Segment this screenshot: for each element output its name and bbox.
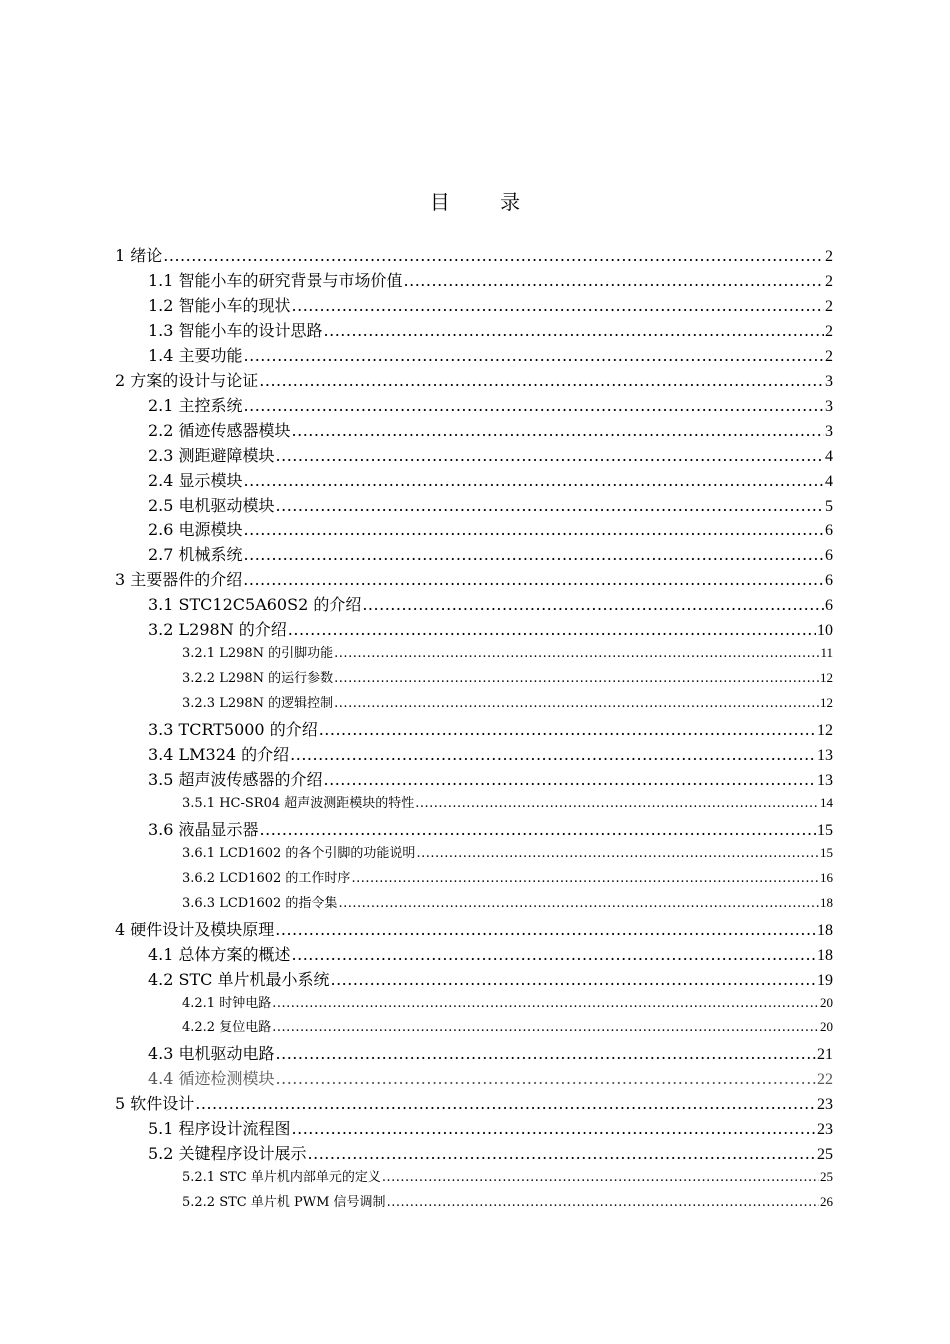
dot-leader (244, 471, 824, 490)
toc-entry-page-number: 13 (817, 747, 833, 764)
toc-entry-page-number: 21 (817, 1046, 833, 1064)
toc-entry[interactable] (148, 742, 833, 766)
toc-entry-title: 3.5 超声波传感器的介绍 (148, 769, 323, 789)
toc-entry-page-number: 25 (817, 1146, 833, 1164)
toc-entry-page-number: 6 (825, 572, 833, 590)
toc-entry-title: 4.4 循迹检测模块 (148, 1069, 275, 1089)
toc-entry-title: 3 主要器件的介绍 (115, 570, 243, 590)
toc-entry-page-number: 22 (817, 1071, 833, 1089)
toc-entry[interactable] (182, 992, 833, 1016)
toc-entry[interactable] (148, 393, 833, 417)
dot-leader (319, 720, 816, 739)
dot-leader (276, 496, 824, 515)
toc-entry[interactable] (115, 567, 833, 591)
toc-entry-title: 3.2.2 L298N 的运行参数 (182, 671, 334, 687)
toc-entry-page-number: 4 (825, 447, 833, 465)
toc-entry-page-number: 16 (820, 869, 833, 885)
dot-leader (387, 1195, 819, 1210)
toc-entry-title: 4.2.2 复位电路 (182, 1020, 272, 1036)
toc-entry-page-number: 23 (817, 1096, 833, 1114)
dot-leader (260, 820, 816, 839)
toc-entry[interactable] (148, 268, 833, 292)
toc-entry[interactable] (148, 817, 833, 841)
toc-entry[interactable] (148, 493, 833, 517)
toc-entry-page-number: 15 (820, 844, 833, 860)
toc-entry-title: 1.4 主要功能 (148, 345, 243, 365)
dot-leader (163, 246, 824, 265)
toc-entry-page-number: 20 (820, 1019, 833, 1035)
toc-entry-page-number: 12 (820, 670, 833, 686)
toc-entry[interactable] (182, 842, 833, 866)
toc-entry-title: 3.6 液晶显示器 (148, 819, 259, 839)
toc-entry-page-number: 6 (825, 597, 833, 615)
toc-entry-title: 2.3 测距避障模块 (148, 445, 275, 465)
toc-entry-title: 2.5 电机驱动模块 (148, 495, 275, 515)
toc-entry[interactable] (148, 517, 833, 541)
dot-leader (292, 296, 824, 315)
dot-leader (324, 321, 824, 340)
dot-leader (334, 671, 819, 686)
dot-leader (292, 421, 824, 440)
dot-leader (244, 346, 824, 365)
dot-leader (244, 545, 824, 564)
toc-entry[interactable] (148, 617, 833, 641)
toc-entry[interactable] (148, 443, 833, 467)
toc-entry-title: 3.2.1 L298N 的引脚功能 (182, 646, 334, 662)
dot-leader (404, 271, 824, 290)
toc-entry-title: 5.2.1 STC 单片机内部单元的定义 (182, 1170, 381, 1186)
toc-entry-page-number: 10 (817, 622, 833, 640)
toc-entry[interactable] (148, 767, 833, 791)
toc-entry-title: 5 软件设计 (115, 1094, 195, 1114)
toc-entry[interactable] (182, 1016, 833, 1040)
toc-entry-title: 2.7 机械系统 (148, 545, 243, 565)
dot-leader (292, 945, 816, 964)
toc-entry[interactable] (182, 892, 833, 916)
toc-entry-title: 3.3 TCRT5000 的介绍 (148, 720, 318, 740)
toc-entry[interactable] (148, 343, 833, 367)
dot-leader (276, 1069, 816, 1088)
toc-entry-title: 3.4 LM324 的介绍 (148, 745, 290, 764)
toc-entry-page-number: 2 (825, 248, 833, 265)
toc-entry[interactable] (148, 1116, 833, 1140)
toc-entry-page-number: 13 (817, 771, 833, 789)
toc-entry-page-number: 2 (825, 322, 833, 340)
toc-entry-page-number: 6 (825, 522, 833, 540)
toc-entry[interactable] (148, 293, 833, 317)
toc-entry-page-number: 2 (825, 347, 833, 365)
toc-entry-title: 1.1 智能小车的研究背景与市场价值 (148, 270, 403, 290)
dot-leader (338, 896, 819, 911)
toc-entry[interactable] (148, 542, 833, 566)
dot-leader (244, 396, 824, 415)
toc-entry[interactable] (148, 468, 833, 492)
dot-leader (243, 570, 824, 589)
dot-leader (272, 1020, 819, 1035)
toc-entry-title: 3.1 STC12C5A60S2 的介绍 (148, 595, 362, 615)
toc-entry-page-number: 18 (817, 921, 833, 939)
toc-entry-title: 3.6.2 LCD1602 的工作时序 (182, 870, 351, 886)
toc-entry-page-number: 25 (820, 1169, 833, 1185)
toc-entry-page-number: 2 (825, 297, 833, 315)
toc-entry[interactable] (182, 792, 833, 816)
toc-entry-title: 1 绪论 (115, 246, 163, 265)
toc-entry-page-number: 14 (820, 794, 833, 810)
toc-entry-page-number: 15 (817, 821, 833, 839)
page-title: 目 录 (429, 190, 543, 214)
dot-leader (324, 770, 816, 789)
toc-entry[interactable] (182, 1191, 833, 1215)
toc-entry[interactable] (115, 917, 833, 941)
toc-entry[interactable] (148, 318, 833, 342)
toc-entry[interactable] (148, 942, 833, 966)
toc-entry-title: 5.2.2 STC 单片机 PWM 信号调制 (182, 1195, 386, 1211)
toc-entry-title: 3.2.3 L298N 的逻辑控制 (182, 696, 334, 712)
toc-entry-page-number: 18 (820, 894, 833, 910)
dot-leader (290, 745, 816, 764)
toc-entry-title: 4.2.1 时钟电路 (182, 995, 272, 1011)
toc-entry-title: 3.6.3 LCD1602 的指令集 (182, 895, 338, 911)
toc-entry-page-number: 20 (820, 994, 833, 1010)
dot-leader (292, 1119, 816, 1138)
dot-leader (195, 1094, 816, 1113)
toc-entry-page-number: 11 (820, 645, 833, 661)
toc-entry-page-number: 26 (820, 1194, 833, 1210)
toc-entry-page-number: 12 (817, 722, 833, 740)
dot-leader (362, 595, 824, 614)
toc-entry[interactable] (182, 642, 833, 666)
toc-entry-page-number: 3 (825, 397, 833, 415)
toc-entry-title: 2.6 电源模块 (148, 520, 243, 540)
toc-entry[interactable] (148, 418, 833, 442)
toc-entry[interactable] (148, 1066, 833, 1090)
toc-entry[interactable] (182, 692, 833, 716)
dot-leader (276, 446, 824, 465)
toc-entry-title: 5.2 关键程序设计展示 (148, 1144, 307, 1164)
toc-entry[interactable] (148, 592, 833, 616)
toc-entry-page-number: 12 (820, 695, 833, 711)
dot-leader (288, 620, 816, 639)
toc-entry[interactable] (148, 1041, 833, 1065)
dot-leader (351, 871, 819, 886)
dot-leader (331, 970, 817, 989)
toc-entry-title: 4.2 STC 单片机最小系统 (148, 969, 330, 989)
toc-entry-title: 3.2 L298N 的介绍 (148, 620, 287, 640)
dot-leader (276, 1044, 816, 1063)
toc-entry-page-number: 3 (825, 422, 833, 440)
toc-entry[interactable] (115, 368, 833, 392)
toc-entry-page-number: 3 (825, 372, 833, 390)
toc-entry[interactable] (148, 967, 833, 991)
toc-entry-page-number: 18 (817, 946, 833, 964)
toc-entry-title: 2.1 主控系统 (148, 395, 243, 415)
toc-entry[interactable] (182, 667, 833, 691)
toc-entry-title: 1.3 智能小车的设计思路 (148, 320, 323, 340)
dot-leader (334, 696, 819, 711)
toc-entry-page-number: 4 (825, 472, 833, 490)
dot-leader (244, 520, 824, 539)
toc-entry-page-number: 23 (817, 1121, 833, 1139)
toc-entry[interactable] (148, 717, 833, 741)
toc-entry-title: 3.6.1 LCD1602 的各个引脚的功能说明 (182, 845, 416, 861)
toc-entry-title: 2.2 循迹传感器模块 (148, 420, 291, 440)
toc-entry-title: 4.3 电机驱动电路 (148, 1044, 275, 1064)
toc-entry-title: 2.4 显示模块 (148, 470, 243, 490)
toc-entry-title: 1.2 智能小车的现状 (148, 295, 291, 315)
dot-leader (275, 920, 816, 939)
toc-entry[interactable] (182, 867, 833, 891)
toc-entry-title: 4.1 总体方案的概述 (148, 944, 291, 964)
dot-leader (382, 1170, 819, 1185)
toc-entry[interactable] (182, 1166, 833, 1190)
toc-entry-page-number: 19 (817, 971, 833, 989)
toc-entry[interactable] (115, 1091, 833, 1115)
dot-leader (334, 646, 819, 661)
dot-leader (259, 371, 824, 390)
toc-entry-title: 5.1 程序设计流程图 (148, 1119, 291, 1139)
toc-entry-title: 2 方案的设计与论证 (115, 370, 259, 390)
dot-leader (416, 846, 819, 861)
toc-entry-page-number: 6 (825, 547, 833, 565)
toc-entry-title: 4 硬件设计及模块原理 (115, 919, 275, 939)
dot-leader (308, 1144, 816, 1163)
toc-entry-title: 3.5.1 HC-SR04 超声波测距模块的特性 (182, 795, 415, 811)
toc-entry-page-number: 2 (825, 272, 833, 290)
toc-entry-page-number: 5 (825, 497, 833, 515)
toc-entry[interactable] (148, 1141, 833, 1165)
toc-entry[interactable] (115, 243, 833, 267)
dot-leader (272, 996, 819, 1011)
dot-leader (415, 796, 819, 811)
